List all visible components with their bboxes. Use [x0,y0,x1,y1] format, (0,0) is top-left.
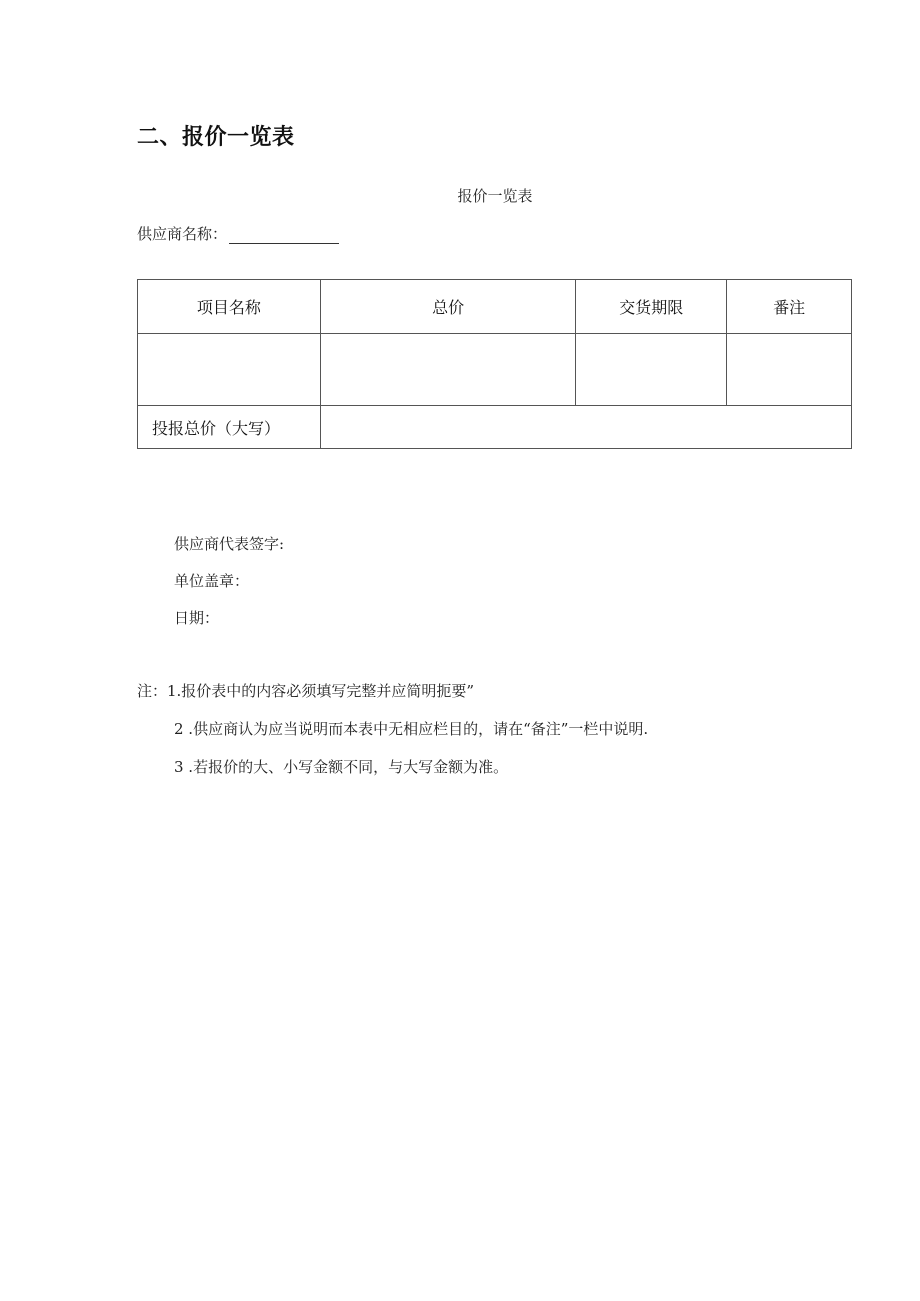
total-row [138,406,852,449]
table-row [138,334,852,406]
cell-remarks[interactable] [727,334,852,406]
cell-delivery-period[interactable] [576,334,727,406]
representative-signature-label: 供应商代表签字: [174,535,285,553]
date-label: 日期： [174,609,220,627]
table-header-row [138,280,852,334]
note-3: 3 .若报价的大、小写金额不同，与大写金额为准。 [174,758,509,776]
note-2: 2 .供应商认为应当说明而本表中无相应栏目的，请在“备注”一栏中说明. [174,720,649,738]
supplier-name-line [137,223,339,244]
total-price-value-cell[interactable] [320,406,851,449]
table-caption: 报价一览表 [457,187,533,205]
header-total-price: 总价 [320,280,576,334]
cell-total-price[interactable] [320,334,576,406]
cell-project-name[interactable] [138,334,321,406]
note-1: 注：1.报价表中的内容必须填写完整并应简明扼要” [137,682,474,700]
supplier-name-label: 供应商名称： [137,225,228,243]
seal-label: 单位盖章： [174,572,250,590]
supplier-name-field[interactable] [229,227,339,244]
header-remarks: 番注 [727,280,852,334]
total-price-label: 投报总价（大写） [138,406,321,449]
header-delivery-period: 交货期限 [576,280,727,334]
quote-table [137,279,852,449]
section-title: 二、报价一览表 [137,125,295,150]
header-project-name: 项目名称 [138,280,321,334]
